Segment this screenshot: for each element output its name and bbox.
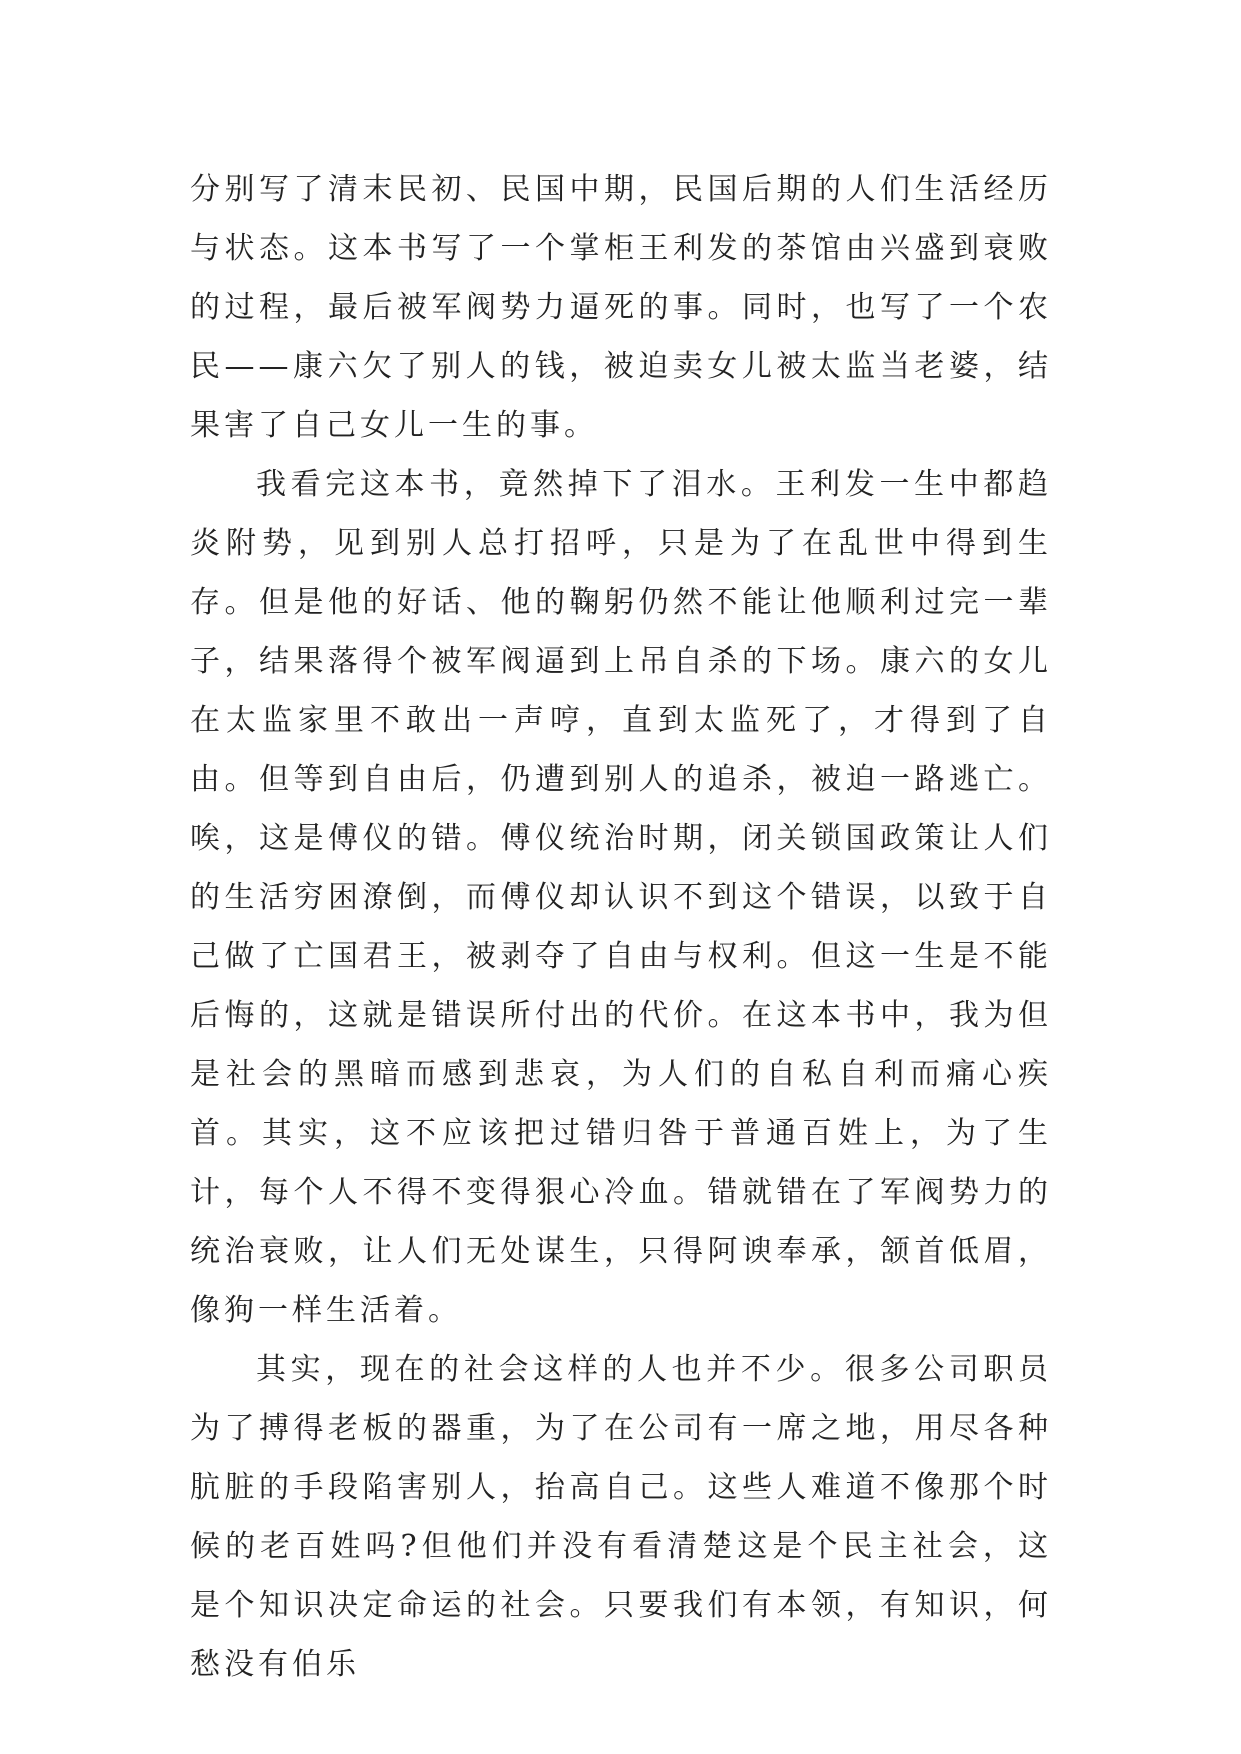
paragraph-1: 分别写了清末民初、民国中期，民国后期的人们生活经历与状态。这本书写了一个掌柜王利发的茶馆由兴盛到衰败的过程，最后被军阀势力逼死的事。同时，也写了一个农民——康六欠了别人的钱，被迫卖女儿被太监当老婆，结果害了自己女儿一生的事。 — [190, 172, 1052, 443]
paragraph-3: 其实，现在的社会这样的人也并不少。很多公司职员为了搏得老板的器重，为了在公司有一席之地，用尽各种肮脏的手段陷害别人，抬高自己。这些人难道不像那个时候的老百姓吗?但他们并没有看清楚这是个民主社会，这是个知识决定命运的社会。只要我们有本领，有知识，何愁没有伯乐 — [190, 1352, 1052, 1682]
paragraph-2: 我看完这本书，竟然掉下了泪水。王利发一生中都趋炎附势，见到别人总打招呼，只是为了在乱世中得到生存。但是他的好话、他的鞠躬仍然不能让他顺利过完一辈子，结果落得个被军阀逼到上吊自杀的下场。康六的女儿在太监家里不敢出一声哼，直到太监死了，才得到了自由。但等到自由后，仍遭到别人的追杀，被迫一路逃亡。唉，这是傅仪的错。傅仪统治时期，闭关锁国政策让人们的生活穷困潦倒，而傅仪却认识不到这个错误，以致于自己做了亡国君王，被剥夺了自由与权利。但这一生是不能后悔的，这就是错误所付出的代价。在这本书中，我为但是社会的黑暗而感到悲哀，为人们的自私自利而痛心疾首。其实，这不应该把过错归咎于普通百姓上，为了生计，每个人不得不变得狠心冷血。错就错在了军阀势力的统治衰败，让人们无处谋生，只得阿谀奉承，颔首低眉，像狗一样生活着。 — [190, 467, 1052, 1328]
body-text — [190, 160, 1052, 1694]
